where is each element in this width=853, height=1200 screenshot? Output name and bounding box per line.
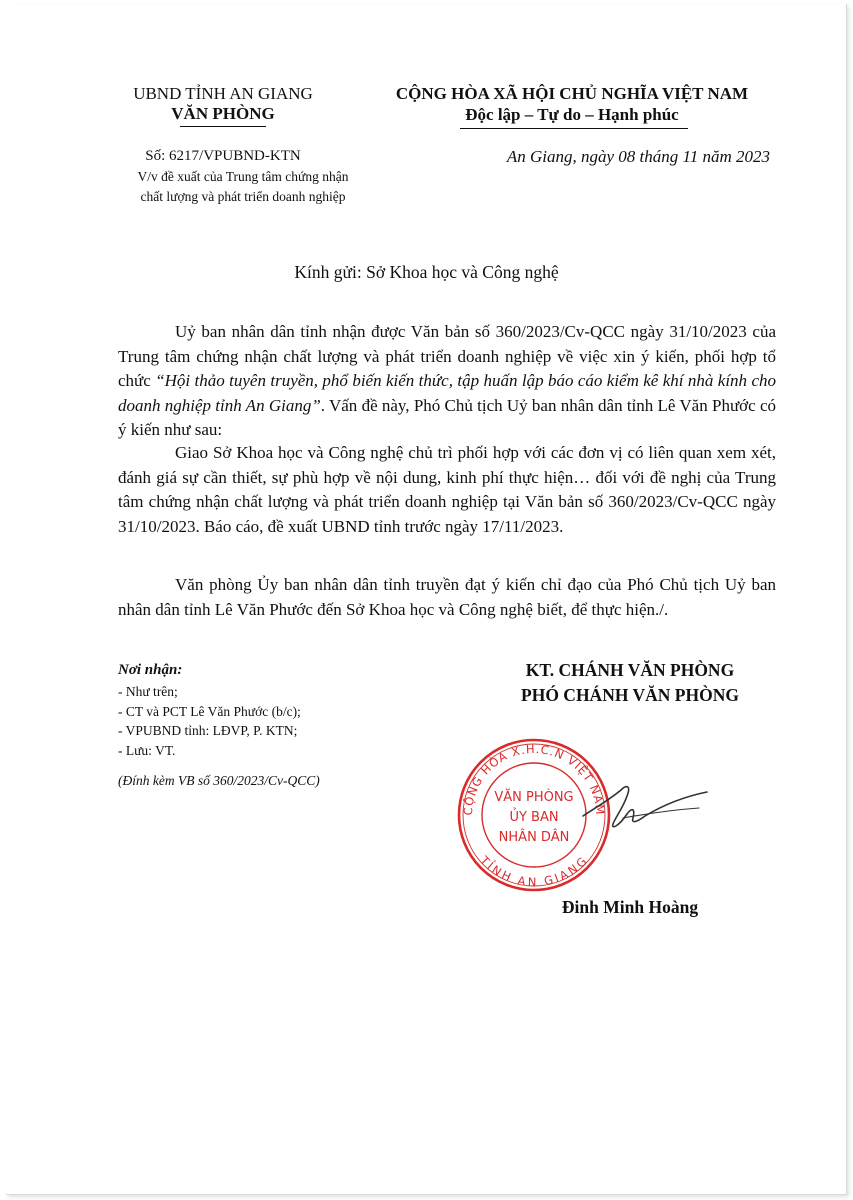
attachment-note: (Đính kèm VB số 360/2023/Cv-QCC) [118, 773, 320, 788]
document-date: An Giang, ngày 08 tháng 11 năm 2023 [506, 147, 770, 166]
subject-line-2: chất lượng và phát triển doanh nghiệp [140, 189, 346, 204]
recipient-item: - VPUBND tỉnh: LĐVP, P. KTN; [118, 723, 298, 738]
p1-quote: “Hội thảo tuyên truyền, phổ biến kiến thức, tập huấn lập báo cáo kiểm kê khí nhà kính cho doanh nghiệp tỉnh An Giang” [118, 371, 776, 415]
body-paragraph-1 [118, 320, 776, 443]
p1-part2: . Vấn đề này, Phó Chủ tịch Uỷ ban nhân dân tỉnh Lê Văn Phước có ý kiến như sau: [118, 395, 776, 439]
seal-ring-bottom: TỈNH AN GIANG [477, 853, 591, 890]
motto-underline [460, 128, 688, 129]
recipient-item: - Như trên; [118, 684, 178, 699]
office-name: VĂN PHÒNG [171, 104, 275, 123]
seal-center-line-1: VĂN PHÒNG [494, 790, 574, 805]
subject-line-1: V/v đề xuất của Trung tâm chứng nhận [137, 169, 349, 184]
signer-name: Đinh Minh Hoàng [561, 897, 699, 917]
body-paragraph-3: Văn phòng Ủy ban nhân dân tỉnh truyền đạt ý kiến chỉ đạo của Phó Chủ tịch Uỷ ban nhân dân tỉnh Lê Văn Phước đến Sở Khoa học và Công nghệ biết, để thực hiện./. [118, 575, 776, 619]
body-paragraph-2: Giao Sở Khoa học và Công nghệ chủ trì phối hợp với các đơn vị có liên quan xem xét, đánh giá sự cần thiết, sự phù hợp về nội dung, kinh phí thực hiện… đối với đề nghị của Trung tâm chứng nhận chất lượng và phát triển doanh nghiệp tại Văn bản số 360/2023/Cv-QCC ngày 31/10/2023. Báo cáo, đề xuất UBND tỉnh trước ngày 17/11/2023. [118, 443, 776, 536]
recipient-item: - Lưu: VT. [118, 742, 176, 758]
p1-part1: Uỷ ban nhân dân tỉnh nhận được Văn bản số 360/2023/Cv-QCC ngày 31/10/2023 của Trung tâm chứng nhận chất lượng và phát triển doanh nghiệp về việc xin ý kiến, phối hợp tổ chức [118, 322, 776, 390]
agency-name: UBND TỈNH AN GIANG [133, 84, 313, 103]
signature-title-1: KT. CHÁNH VĂN PHÒNG [525, 660, 735, 680]
recipient-item: - CT và PCT Lê Văn Phước (b/c); [118, 703, 301, 719]
signature-title-2: PHÓ CHÁNH VĂN PHÒNG [521, 685, 739, 705]
document-subject [118, 167, 368, 207]
recipients-title: Nơi nhận: [118, 662, 183, 678]
svg-text:TỈNH AN GIANG [477, 853, 591, 889]
seal-center-line-3: NHÂN DÂN [498, 830, 570, 845]
document-number: Số: 6217/VPUBND-KTN [145, 148, 301, 164]
national-motto: Độc lập – Tự do – Hạnh phúc [465, 105, 679, 124]
handwritten-signature [575, 770, 715, 850]
seal-center-line-2: ỦY BAN [509, 810, 559, 825]
office-underline [180, 126, 266, 127]
greeting: Kính gửi: Sở Khoa học và Công nghệ [294, 262, 559, 282]
recipients-list [118, 682, 301, 760]
seal-ring-text: CỘNG HÒA X.H.C.N VIỆT NAM [460, 741, 608, 816]
republic-title: CỘNG HÒA XÃ HỘI CHỦ NGHĨA VIỆT NAM [395, 84, 749, 103]
